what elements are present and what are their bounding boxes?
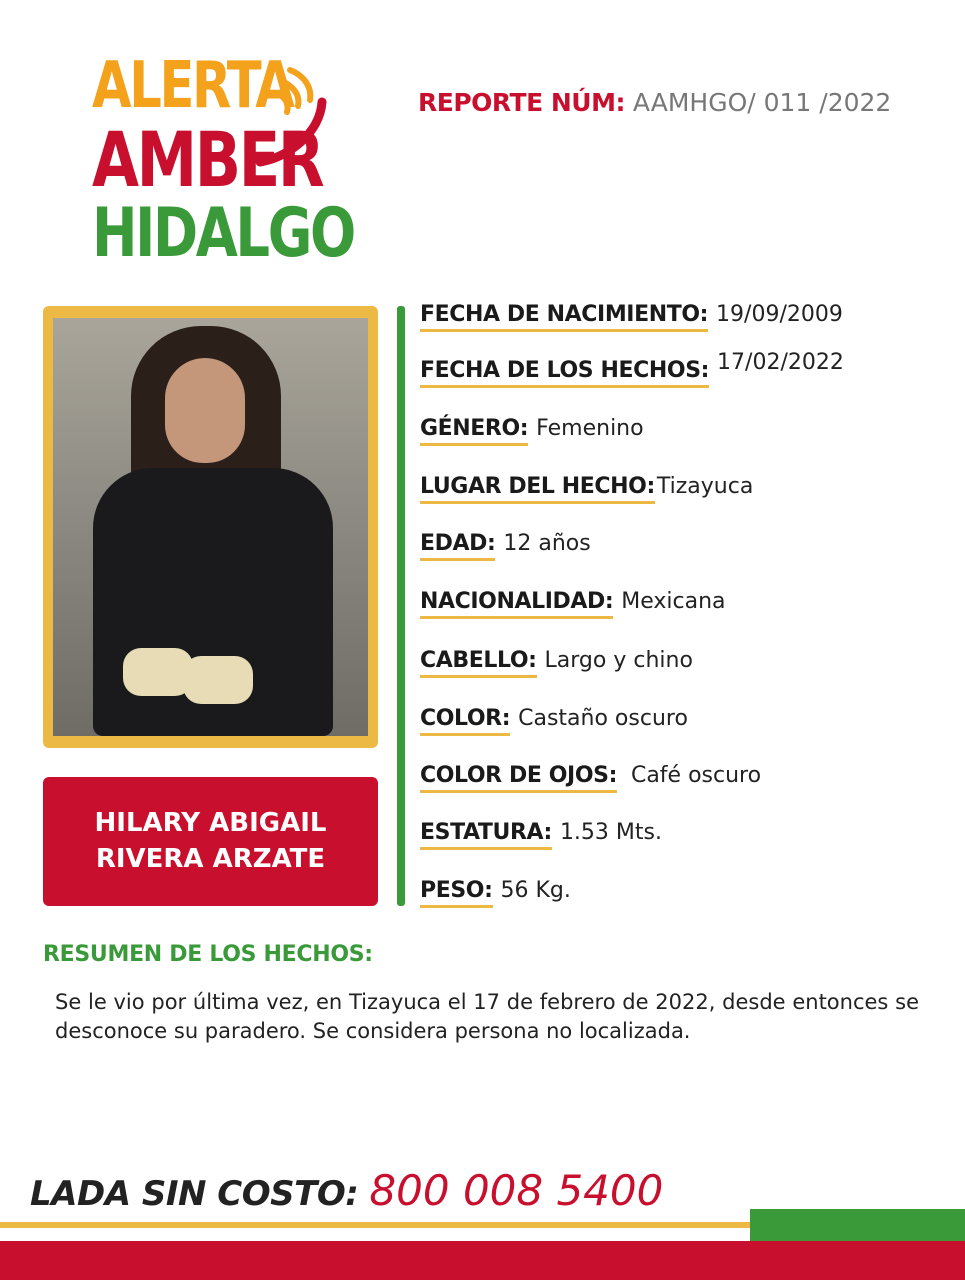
field-label: NACIONALIDAD: [420, 589, 613, 619]
field-label: CABELLO: [420, 648, 537, 678]
field-value: Castaño oscuro [518, 706, 688, 731]
footer-band-yellow [0, 1222, 750, 1228]
field-value: Mexicana [621, 589, 726, 614]
field-label: COLOR DE OJOS: [420, 763, 617, 793]
logo-line-hidalgo: HIDALGO [92, 194, 354, 273]
field-label: GÉNERO: [420, 416, 528, 446]
field-label: FECHA DE NACIMIENTO: [420, 302, 708, 332]
field-label: PESO: [420, 878, 493, 908]
field-birth-date [420, 302, 843, 332]
toll-free-phone[interactable]: 800 008 5400 [369, 1166, 664, 1215]
field-value: Femenino [536, 416, 644, 441]
field-value: Tizayuca [656, 474, 754, 499]
person-name-line2: RIVERA ARZATE [95, 843, 326, 874]
field-value: 56 Kg. [500, 878, 571, 903]
summary-text: Se le vio por última vez, en Tizayuca el 17 de febrero de 2022, desde entonces se desconoce su paradero. Se considera persona no localizada. [55, 990, 919, 1044]
summary-title: RESUMEN DE LOS HECHOS: [43, 942, 373, 967]
field-event-date [420, 350, 844, 388]
field-label: COLOR: [420, 706, 510, 736]
field-value: 19/09/2009 [716, 302, 843, 327]
field-value: 17/02/2022 [717, 350, 844, 375]
field-gender [420, 416, 644, 446]
field-value: Largo y chino [544, 648, 693, 673]
person-name-line1: HILARY ABIGAIL [94, 808, 327, 839]
field-nationality [420, 589, 726, 619]
field-eye-color [420, 763, 761, 793]
footer-band-green [750, 1209, 965, 1241]
divider-bar [397, 306, 405, 906]
photo-frame [43, 306, 378, 748]
toll-free-label: LADA SIN COSTO: [30, 1174, 359, 1214]
toll-free-line [30, 1166, 663, 1215]
field-label: FECHA DE LOS HECHOS: [420, 358, 709, 388]
report-number [418, 88, 891, 117]
field-place [420, 474, 753, 504]
field-weight [420, 878, 571, 908]
signal-waves-icon [250, 62, 330, 172]
person-photo [53, 318, 368, 736]
field-value: 1.53 Mts. [559, 820, 662, 845]
logo-line-amber: AMBER [92, 115, 323, 204]
report-number-value: AAMHGO/ 011 /2022 [632, 88, 892, 117]
field-label: EDAD: [420, 531, 495, 561]
person-name-box [43, 777, 378, 906]
field-label: ESTATURA: [420, 820, 552, 850]
footer-band-red [0, 1241, 965, 1280]
field-label: LUGAR DEL HECHO: [420, 474, 655, 504]
logo-line-alerta: ALERTA [92, 49, 293, 123]
field-value: 12 años [503, 531, 591, 556]
field-value: Café oscuro [630, 763, 762, 788]
field-height [420, 820, 662, 850]
field-hair [420, 648, 693, 678]
field-color [420, 706, 688, 736]
report-number-label: REPORTE NÚM: [418, 88, 625, 117]
field-age [420, 531, 591, 561]
